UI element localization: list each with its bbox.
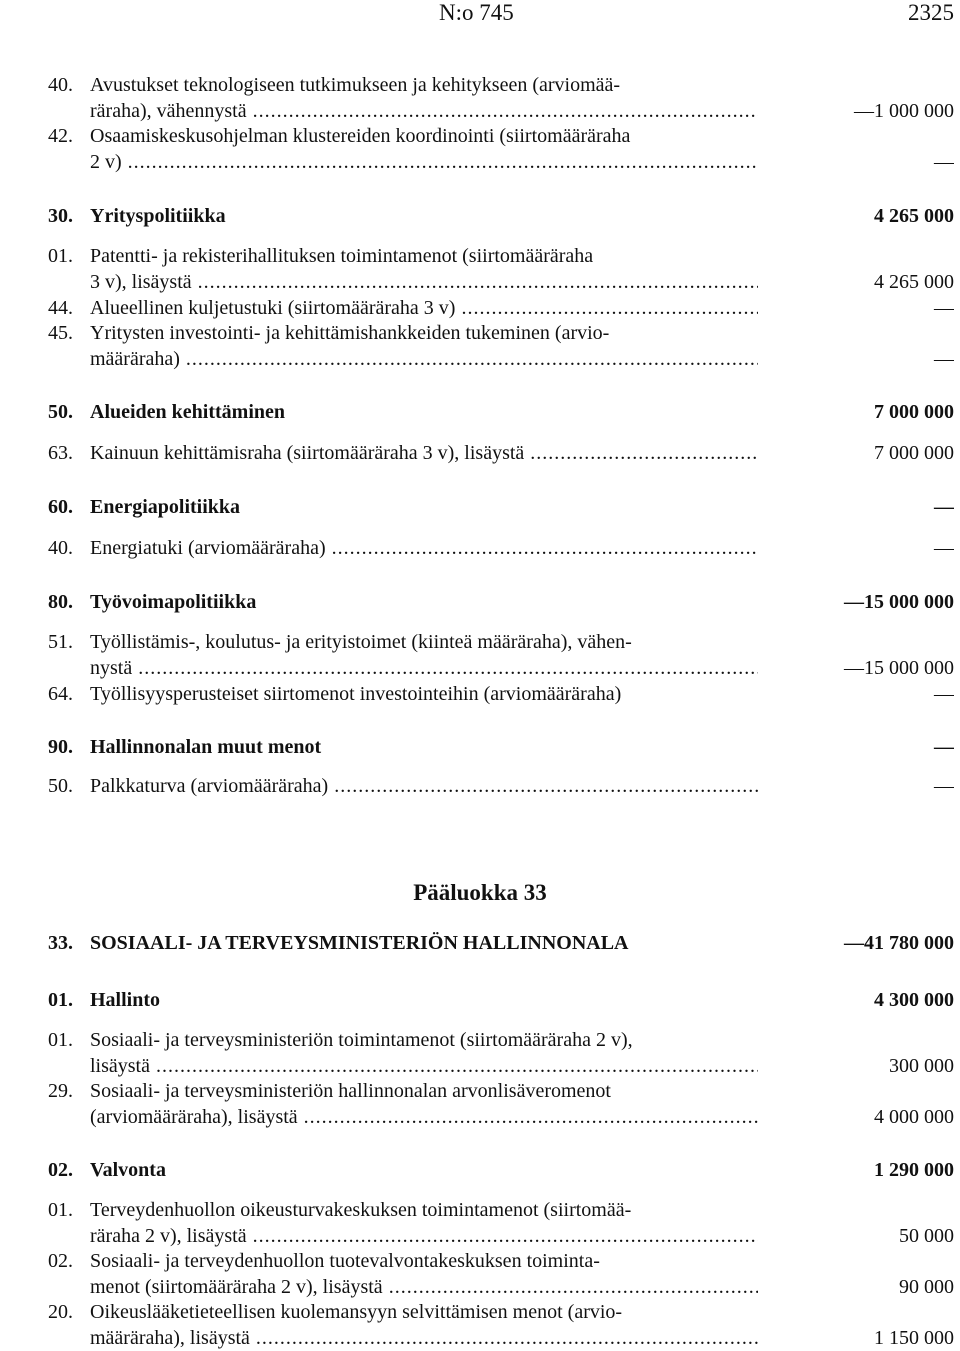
item-number: 44. (48, 297, 73, 319)
item-text: Hallinto (90, 989, 161, 1011)
item-number: 40. (48, 537, 73, 559)
item-number: 01. (48, 245, 73, 267)
budget-item-line (48, 1223, 954, 1249)
budget-item-line (48, 149, 954, 175)
budget-item-line (48, 535, 954, 561)
item-amount: — (934, 537, 954, 559)
item-text: (arviomääräraha), lisäystä ..... (90, 1104, 758, 1130)
item-amount: — (934, 297, 954, 319)
item-text: Patentti- ja rekisterihallituksen toimintamenot (siirtomääräraha (90, 245, 594, 267)
budget-item-line (48, 1248, 954, 1274)
item-text: Työllisyysperusteiset siirtomenot investointeihin (arviomääräraha) (90, 683, 622, 705)
item-number: 80. (48, 591, 73, 613)
item-number: 64. (48, 683, 73, 705)
item-text: Terveydenhuollon oikeusturvakeskuksen toimintamenot (siirtomää- (90, 1199, 632, 1221)
item-text: räraha 2 v), lisäystä ..... (90, 1223, 758, 1249)
item-amount: 7 000 000 (874, 401, 954, 423)
budget-item-line (48, 681, 954, 707)
item-text: 3 v), lisäystä ..... (90, 269, 758, 295)
section-heading-line (48, 987, 954, 1013)
item-number: 63. (48, 442, 73, 464)
item-number: 30. (48, 205, 73, 227)
item-number: 33. (48, 932, 73, 954)
item-text: lisäystä ..... (90, 1053, 758, 1079)
item-text: Alueiden kehittäminen (90, 401, 286, 423)
item-amount: 4 000 000 (874, 1106, 954, 1128)
budget-item-line (48, 1078, 954, 1104)
item-text: Työvoimapolitiikka (90, 591, 257, 613)
item-text: Valvonta (90, 1159, 166, 1181)
item-number: 51. (48, 631, 73, 653)
budget-item-line (48, 123, 954, 149)
item-amount: 50 000 (899, 1225, 954, 1247)
item-amount: — (934, 775, 954, 797)
section-heading-line (48, 494, 954, 520)
section-heading-line (48, 399, 954, 425)
page-header-number: N:o 745 (439, 0, 514, 25)
budget-item-line (48, 243, 954, 269)
item-number: 02. (48, 1250, 73, 1272)
budget-item-line (48, 295, 954, 321)
item-text: menot (siirtomääräraha 2 v), lisäystä ..... (90, 1274, 758, 1300)
item-text: Yritysten investointi- ja kehittämishankkeiden tukeminen (arvio- (90, 322, 610, 344)
item-amount: — (934, 496, 954, 518)
section-heading-line (48, 930, 954, 956)
item-number: 29. (48, 1080, 73, 1102)
item-amount: — (934, 348, 954, 370)
item-text: Yrityspolitiikka (90, 205, 226, 227)
section-heading-line (48, 589, 954, 615)
item-text: nystä ..... (90, 655, 758, 681)
item-text: Palkkaturva (arviomääräraha) ..... (90, 773, 758, 799)
budget-item-line (48, 1299, 954, 1325)
budget-item-line (48, 629, 954, 655)
item-text: Hallinnonalan muut menot (90, 736, 322, 758)
budget-item-line (48, 1325, 954, 1351)
item-text: Työllistämis-, koulutus- ja erityistoimet (kiinteä määräraha), vähen- (90, 631, 632, 653)
item-number: 01. (48, 989, 73, 1011)
item-amount: 300 000 (889, 1055, 954, 1077)
section-title: Pääluokka 33 (413, 880, 547, 905)
item-text: Energiapolitiikka (90, 496, 241, 518)
item-number: 01. (48, 1029, 73, 1051)
item-text: Alueellinen kuljetustuki (siirtomääräraha 3 v) ..... (90, 295, 758, 321)
item-number: 60. (48, 496, 73, 518)
item-text: Kainuun kehittämisraha (siirtomääräraha 3 v), lisäystä ..... (90, 440, 758, 466)
item-text: Osaamiskeskusohjelman klustereiden koordinointi (siirtomääräraha (90, 125, 631, 147)
budget-item-line (48, 320, 954, 346)
item-text: Sosiaali- ja terveysministeriön hallinnonalan arvonlisäveromenot (90, 1080, 611, 1102)
item-amount: —15 000 000 (844, 591, 954, 613)
item-amount: 90 000 (899, 1276, 954, 1298)
item-amount: —1 000 000 (854, 100, 954, 122)
item-text: määräraha) ..... (90, 346, 758, 372)
item-number: 01. (48, 1199, 73, 1221)
budget-item-line (48, 773, 954, 799)
item-number: 02. (48, 1159, 73, 1181)
item-amount: 4 265 000 (874, 205, 954, 227)
item-text: 2 v) ..... (90, 149, 758, 175)
page-number: 2325 (908, 0, 954, 25)
item-amount: 4 300 000 (874, 989, 954, 1011)
budget-item-line (48, 72, 954, 98)
item-amount: — (934, 683, 954, 705)
item-amount: 4 265 000 (874, 271, 954, 293)
section-heading-line (48, 734, 954, 760)
item-number: 40. (48, 74, 73, 96)
item-number: 45. (48, 322, 73, 344)
budget-item-line (48, 440, 954, 466)
item-amount: —15 000 000 (844, 657, 954, 679)
item-text: Energiatuki (arviomääräraha) ..... (90, 535, 758, 561)
item-text: SOSIAALI- JA TERVEYSMINISTERIÖN HALLINNONALA (90, 932, 629, 954)
item-number: 42. (48, 125, 73, 147)
budget-item-line (48, 1274, 954, 1300)
section-heading-line (48, 1157, 954, 1183)
item-text: räraha), vähennystä ..... (90, 98, 758, 124)
item-amount: —41 780 000 (844, 932, 954, 954)
item-number: 90. (48, 736, 73, 758)
budget-item-line (48, 1027, 954, 1053)
item-amount: — (934, 736, 954, 758)
section-heading-line (48, 203, 954, 229)
item-amount: — (934, 151, 954, 173)
item-number: 50. (48, 401, 73, 423)
item-amount: 7 000 000 (874, 442, 954, 464)
budget-item-line (48, 655, 954, 681)
item-text: Sosiaali- ja terveysministeriön toimintamenot (siirtomääräraha 2 v), (90, 1029, 633, 1051)
budget-item-line (48, 1053, 954, 1079)
budget-item-line (48, 269, 954, 295)
item-text: Avustukset teknologiseen tutkimukseen ja kehitykseen (arviomää- (90, 74, 621, 96)
budget-item-line (48, 1197, 954, 1223)
item-text: määräraha), lisäystä ..... (90, 1325, 758, 1351)
item-number: 50. (48, 775, 73, 797)
budget-item-line (48, 346, 954, 372)
item-number: 20. (48, 1301, 73, 1323)
item-amount: 1 290 000 (874, 1159, 954, 1181)
budget-item-line (48, 98, 954, 124)
item-amount: 1 150 000 (874, 1327, 954, 1349)
budget-item-line (48, 1104, 954, 1130)
item-text: Sosiaali- ja terveydenhuollon tuotevalvontakeskuksen toiminta- (90, 1250, 600, 1272)
item-text: Oikeuslääketieteellisen kuolemansyyn selvittämisen menot (arvio- (90, 1301, 623, 1323)
